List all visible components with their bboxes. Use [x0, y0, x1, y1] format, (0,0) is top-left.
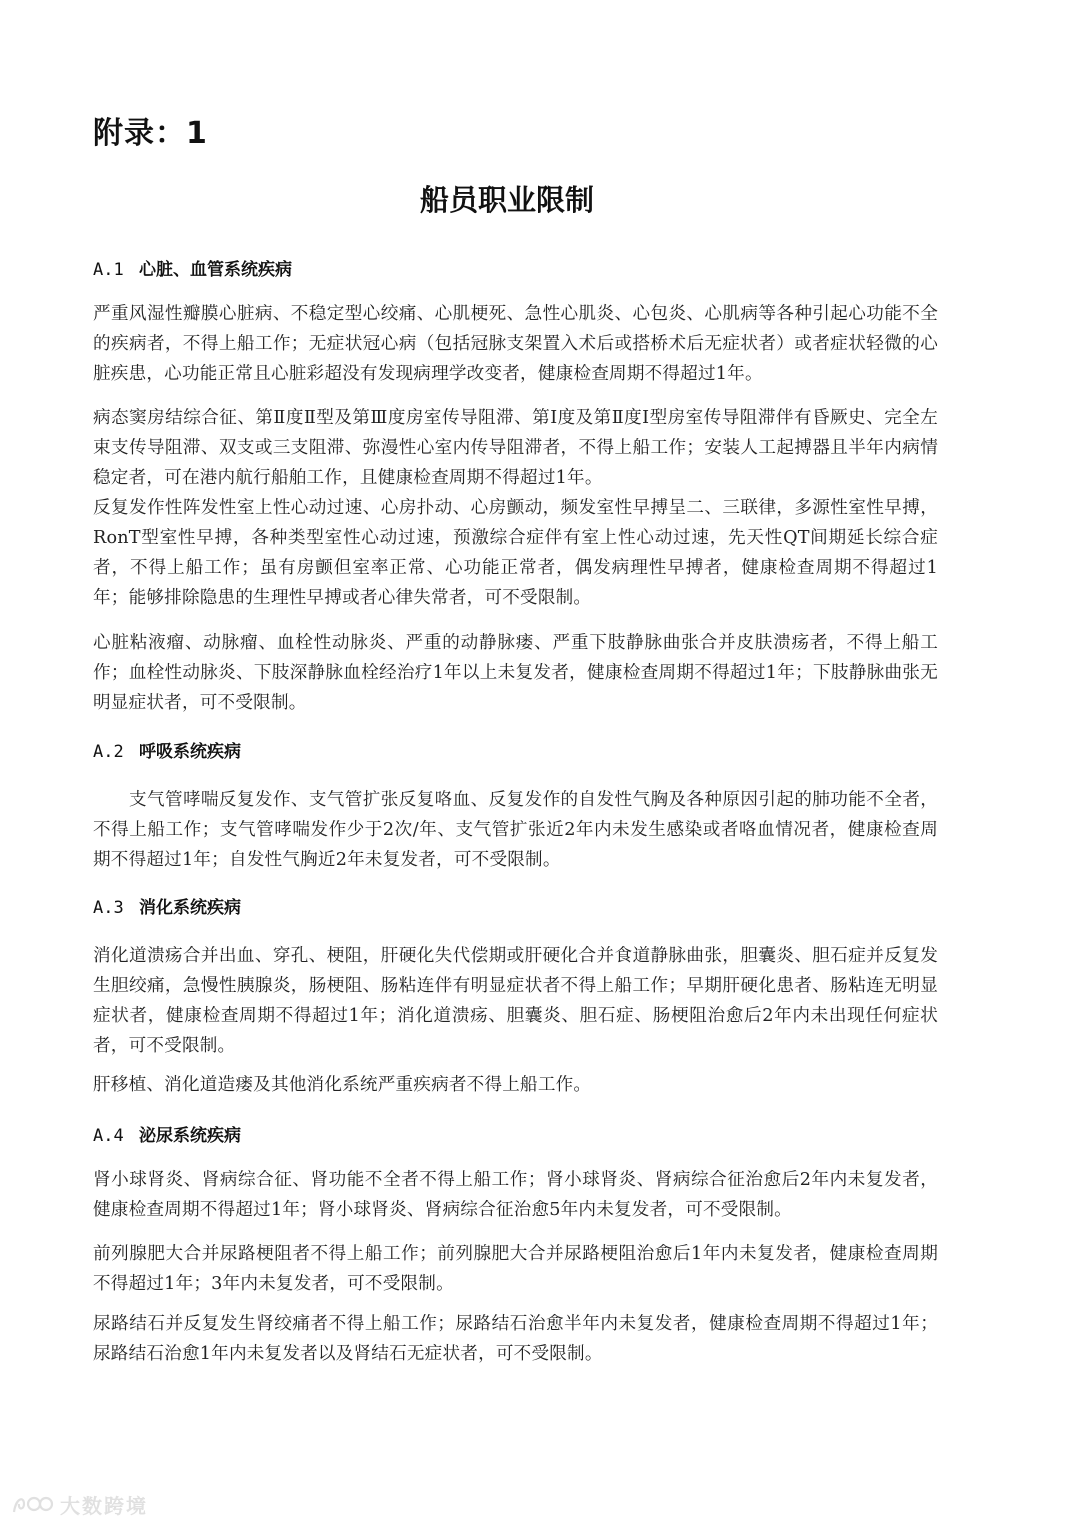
section-heading-a2 — [93, 737, 241, 762]
paragraph: 病态窦房结综合征、第Ⅱ度Ⅱ型及第Ⅲ度房室传导阻滞、第Ⅰ度及第Ⅱ度Ⅰ型房室传导阻滞伴有昏厥史、完全左束支传导阻滞、双支或三支阻滞、弥漫性心室内传导阻滞者，不得上船工作；安装人工起搏器且半年内病情稳定者，可在港内航行船舶工作，且健康检查周期不得超过1年。 — [93, 407, 938, 488]
watermark-text: 大数跨境 — [60, 1493, 148, 1518]
section-title: 消化系统疾病 — [139, 898, 241, 918]
appendix-label: 附录：1 — [93, 116, 208, 151]
watermark — [10, 1490, 148, 1518]
paragraph: 消化道溃疡合并出血、穿孔、梗阻，肝硬化失代偿期或肝硬化合并食道静脉曲张，胆囊炎、胆石症并反复发生胆绞痛，急慢性胰腺炎，肠梗阻、肠粘连伴有明显症状者不得上船工作；早期肝硬化患者、肠粘连无明显症状者，健康检查周期不得超过1年；消化道溃疡、胆囊炎、胆石症、肠梗阻治愈后2年内未出现任何症状者，可不受限制。 — [93, 945, 938, 1056]
logo-swirl-icon — [10, 1492, 54, 1516]
section-title: 泌尿系统疾病 — [139, 1126, 241, 1146]
section-title: 呼吸系统疾病 — [139, 742, 241, 762]
section-heading-a4 — [93, 1121, 241, 1146]
paragraph: 反复发作性阵发性室上性心动过速、心房扑动、心房颤动，频发室性早搏呈二、三联律，多源性室性早搏，RonT型室性早搏，各种类型室性心动过速，预激综合症伴有室上性心动过速，先天性QT间期延长综合症者，不得上船工作；虽有房颤但室率正常、心功能正常者，偶发病理性早搏者，健康检查周期不得超过1年；能够排除隐患的生理性早搏或者心律失常者，可不受限制。 — [93, 497, 938, 608]
paragraph: 心脏粘液瘤、动脉瘤、血栓性动脉炎、严重的动静脉瘘、严重下肢静脉曲张合并皮肤溃疡者，不得上船工作；血栓性动脉炎、下肢深静脉血栓经治疗1年以上未复发者，健康检查周期不得超过1年；下肢静脉曲张无明显症状者，可不受限制。 — [93, 632, 938, 713]
paragraph: 肝移植、消化道造瘘及其他消化系统严重疾病者不得上船工作。 — [93, 1074, 592, 1095]
page-title: 船员职业限制 — [419, 183, 594, 217]
section-number: A.3 — [93, 898, 124, 918]
paragraph: 严重风湿性瓣膜心脏病、不稳定型心绞痛、心肌梗死、急性心肌炎、心包炎、心肌病等各种引起心功能不全的疾病者，不得上船工作；无症状冠心病（包括冠脉支架置入术后或搭桥术后无症状者）或者症状轻微的心脏疾患，心功能正常且心脏彩超没有发现病理学改变者，健康检查周期不得超过1年。 — [93, 303, 938, 384]
paragraph: 肾小球肾炎、肾病综合征、肾功能不全者不得上船工作；肾小球肾炎、肾病综合征治愈后2年内未复发者，健康检查周期不得超过1年；肾小球肾炎、肾病综合征治愈5年内未复发者，可不受限制。 — [93, 1169, 938, 1220]
section-number: A.4 — [93, 1126, 124, 1146]
paragraph: 前列腺肥大合并尿路梗阻者不得上船工作；前列腺肥大合并尿路梗阻治愈后1年内未复发者，健康检查周期不得超过1年；3年内未复发者，可不受限制。 — [93, 1243, 938, 1294]
section-number: A.2 — [93, 742, 124, 762]
section-title: 心脏、血管系统疾病 — [139, 260, 292, 280]
paragraph: 尿路结石并反复发生肾绞痛者不得上船工作；尿路结石治愈半年内未复发者，健康检查周期不得超过1年；尿路结石治愈1年内未复发者以及肾结石无症状者，可不受限制。 — [93, 1313, 938, 1364]
section-heading-a1 — [93, 255, 292, 280]
paragraph: 支气管哮喘反复发作、支气管扩张反复咯血、反复发作的自发性气胸及各种原因引起的肺功能不全者，不得上船工作；支气管哮喘发作少于2次/年、支气管扩张近2年内未发生感染或者咯血情况者，健康检查周期不得超过1年；自发性气胸近2年未复发者，可不受限制。 — [93, 789, 938, 870]
section-number: A.1 — [93, 260, 124, 280]
section-heading-a3 — [93, 893, 241, 918]
